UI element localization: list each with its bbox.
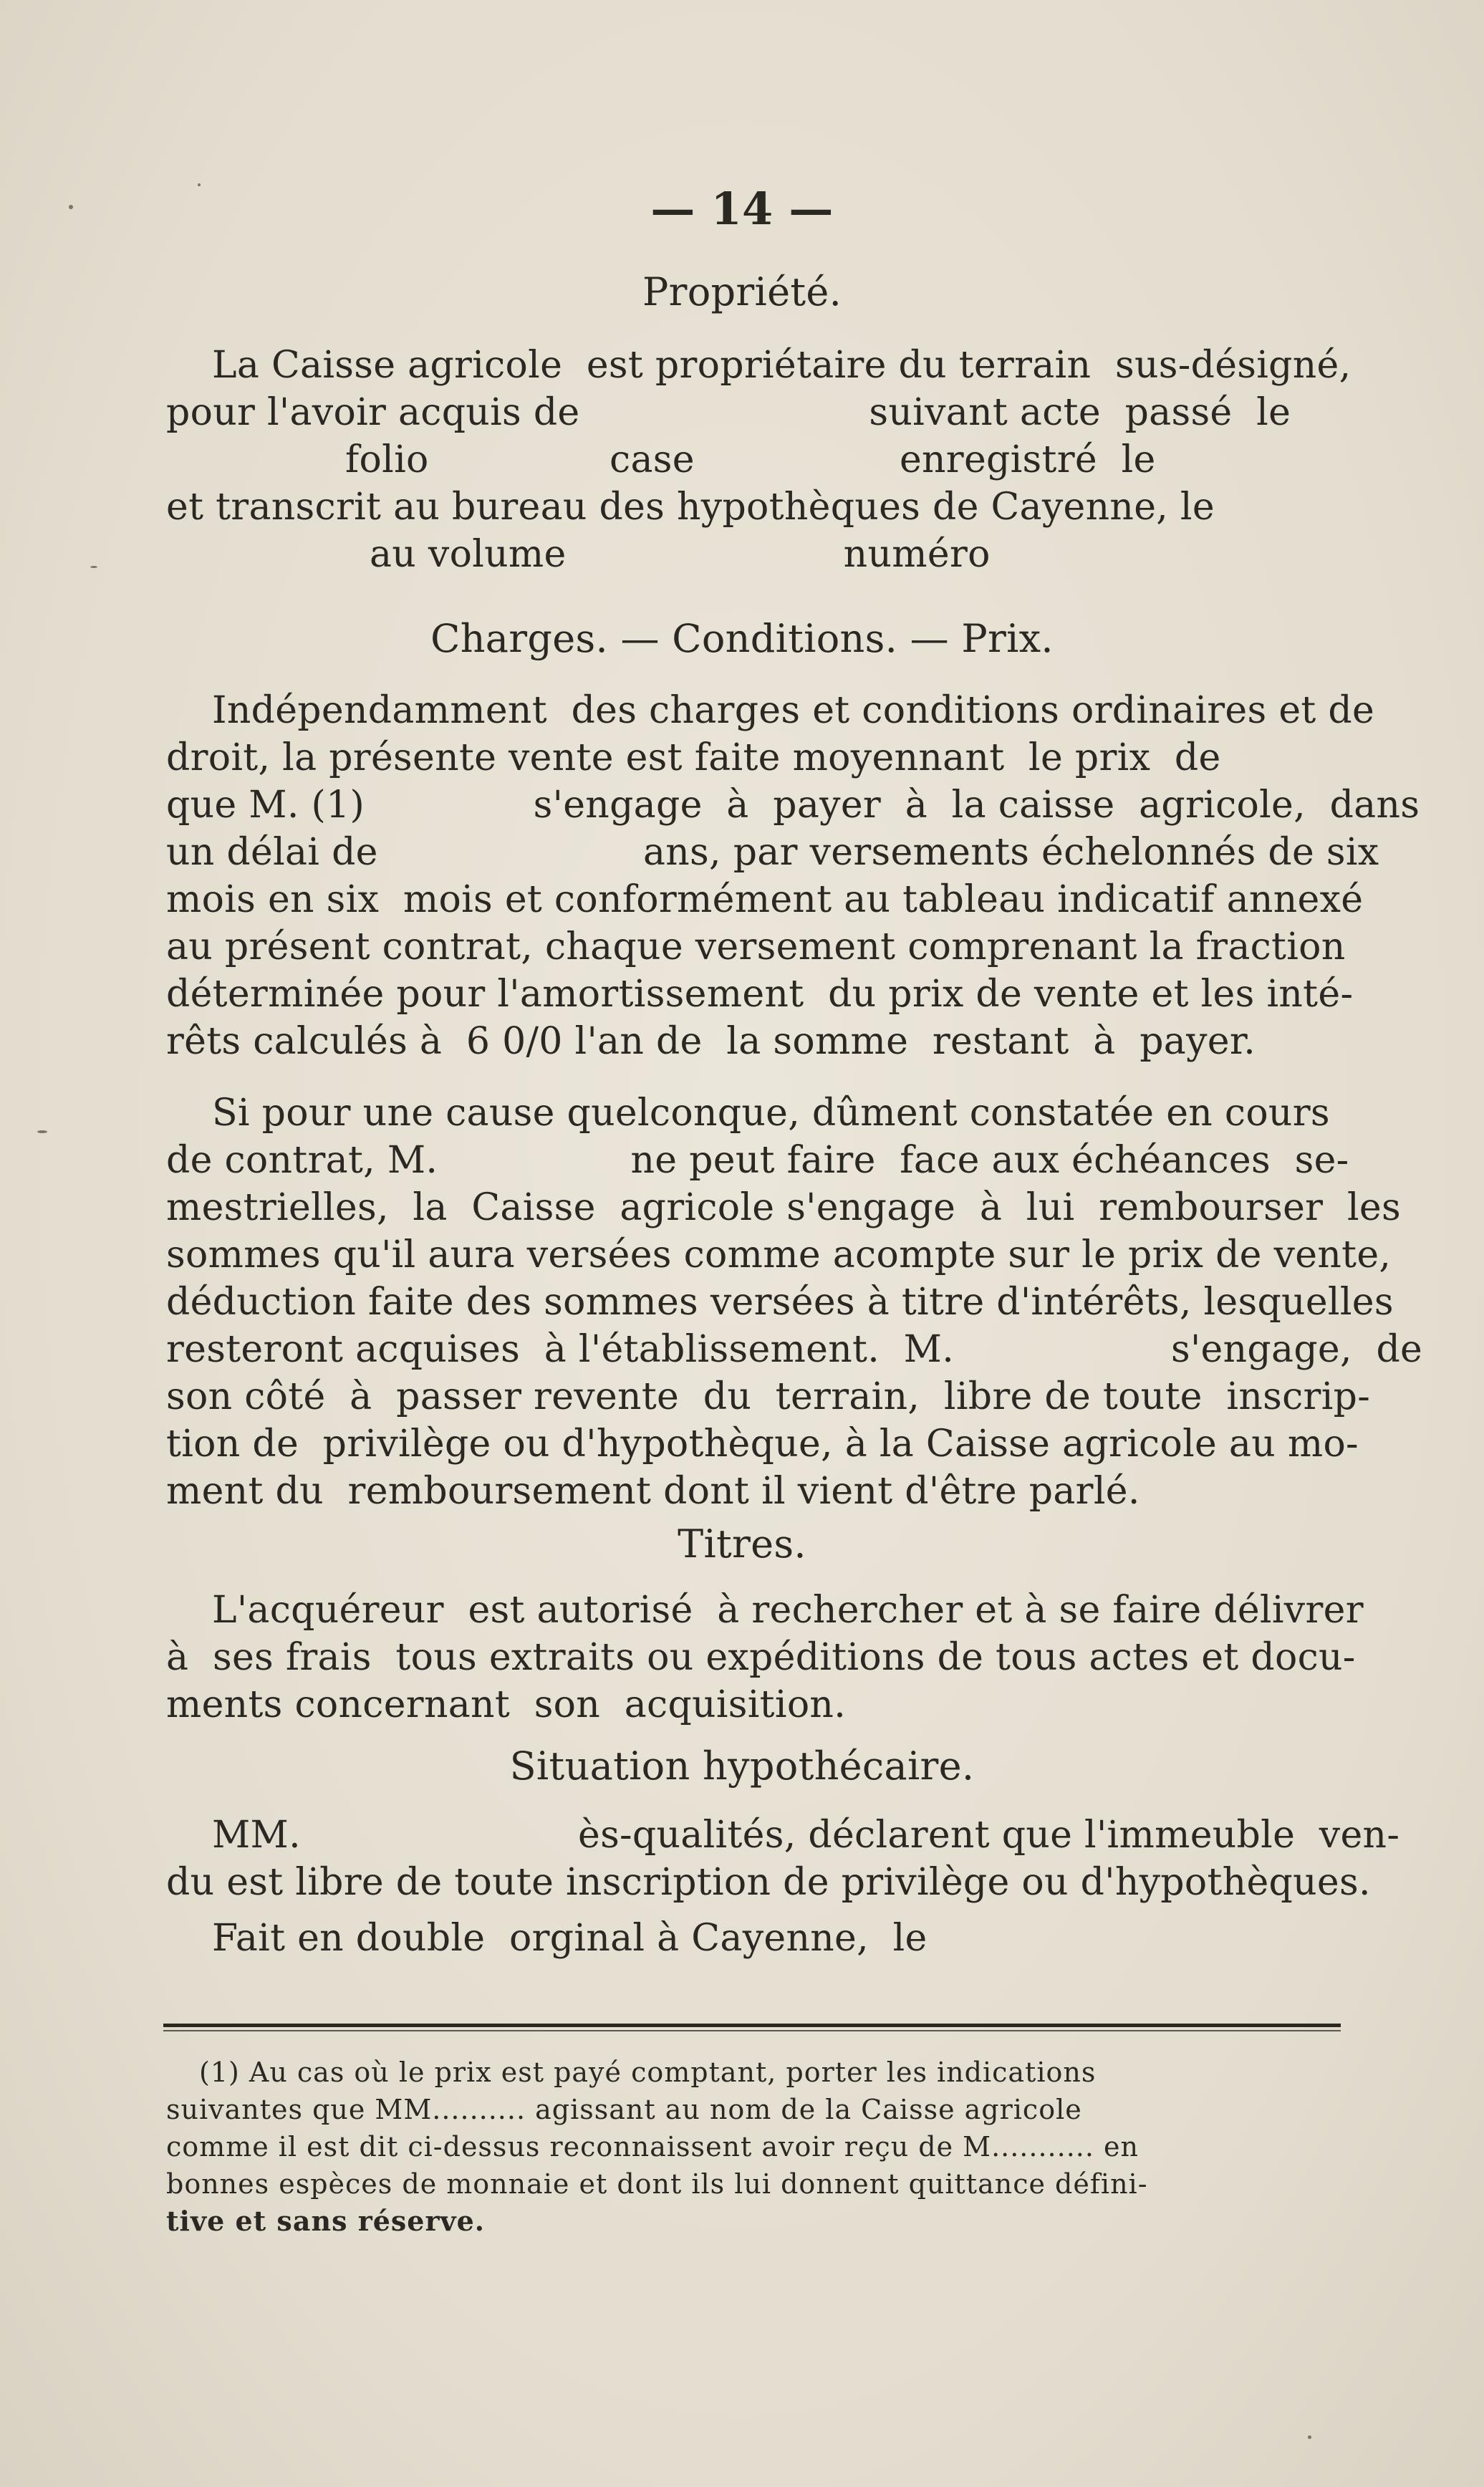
- footnote-line: tive et sans réserve.: [166, 2205, 485, 2237]
- text-line: du est libre de toute inscription de privilège ou d'hypothèques.: [166, 1861, 1371, 1904]
- text-line: ment du remboursement dont il vient d'être parlé.: [166, 1470, 1140, 1513]
- footnote-divider-thin: [163, 2030, 1341, 2031]
- text-line: mois en six mois et conformément au tableau indicatif annexé: [166, 878, 1364, 921]
- paper-speck: [198, 183, 201, 186]
- footnote-line: bonnes espèces de monnaie et dont ils lui donnent quittance défini-: [166, 2168, 1148, 2200]
- text-line: rêts calculés à 6 0/0 l'an de la somme restant à payer.: [166, 1020, 1256, 1063]
- heading-titres: Titres.: [678, 1521, 806, 1567]
- text-line: de contrat, M. ne peut faire face aux échéances se-: [166, 1139, 1349, 1182]
- heading-situation: Situation hypothécaire.: [509, 1743, 975, 1789]
- text-line: folio case enregistré le: [345, 438, 1156, 481]
- footnote-line: (1) Au cas où le prix est payé comptant, porter les indications: [199, 2057, 1097, 2088]
- text-line: que M. (1) s'engage à payer à la caisse agricole, dans: [166, 784, 1420, 827]
- paper-speck: [69, 205, 73, 209]
- text-line: droit, la présente vente est faite moyennant le prix de: [166, 736, 1221, 779]
- text-line: un délai de ans, par versements échelonnés de six: [166, 831, 1379, 874]
- text-line: au volume numéro: [370, 533, 991, 576]
- text-line: pour l'avoir acquis de suivant acte passé le: [166, 391, 1291, 434]
- paper-speck: [90, 566, 97, 568]
- text-line: Fait en double orginal à Cayenne, le: [212, 1917, 928, 1960]
- page-number: — 14 —: [650, 183, 834, 235]
- text-line: déterminée pour l'amortissement du prix de vente et les inté-: [166, 973, 1354, 1016]
- footnote-divider: [163, 2024, 1341, 2027]
- text-line: L'acquéreur est autorisé à rechercher et à se faire délivrer: [212, 1589, 1364, 1632]
- text-line: La Caisse agricole est propriétaire du terrain sus-désigné,: [212, 344, 1352, 387]
- heading-propriete: Propriété.: [642, 269, 842, 314]
- text-line: à ses frais tous extraits ou expéditions de tous actes et docu-: [166, 1636, 1356, 1679]
- footnote-line: suivantes que MM.......... agissant au nom de la Caisse agricole: [166, 2094, 1082, 2125]
- text-line: au présent contrat, chaque versement comprenant la fraction: [166, 925, 1346, 968]
- text-line: Si pour une cause quelconque, dûment constatée en cours: [212, 1092, 1330, 1135]
- text-line: ments concernant son acquisition.: [166, 1683, 847, 1726]
- text-line: déduction faite des sommes versées à titre d'intérêts, lesquelles: [166, 1281, 1394, 1324]
- text-line: mestrielles, la Caisse agricole s'engage à lui rembourser les: [166, 1186, 1401, 1229]
- text-line: et transcrit au bureau des hypothèques de Cayenne, le: [166, 486, 1215, 529]
- text-line: son côté à passer revente du terrain, libre de toute inscrip-: [166, 1375, 1371, 1418]
- text-line: Indépendamment des charges et conditions ordinaires et de: [212, 689, 1375, 732]
- heading-charges: Charges. — Conditions. — Prix.: [430, 616, 1054, 661]
- footnote-line: comme il est dit ci-dessus reconnaissent avoir reçu de M........... en: [166, 2131, 1139, 2163]
- paper-speck: [37, 1130, 47, 1133]
- text-line: sommes qu'il aura versées comme acompte sur le prix de vente,: [166, 1233, 1392, 1276]
- text-line: MM. ès-qualités, déclarent que l'immeuble ven-: [212, 1814, 1400, 1857]
- paper-speck: [1308, 2435, 1311, 2439]
- text-line: tion de privilège ou d'hypothèque, à la Caisse agricole au mo-: [166, 1423, 1359, 1466]
- text-line: resteront acquises à l'établissement. M. s'engage, de: [166, 1328, 1423, 1371]
